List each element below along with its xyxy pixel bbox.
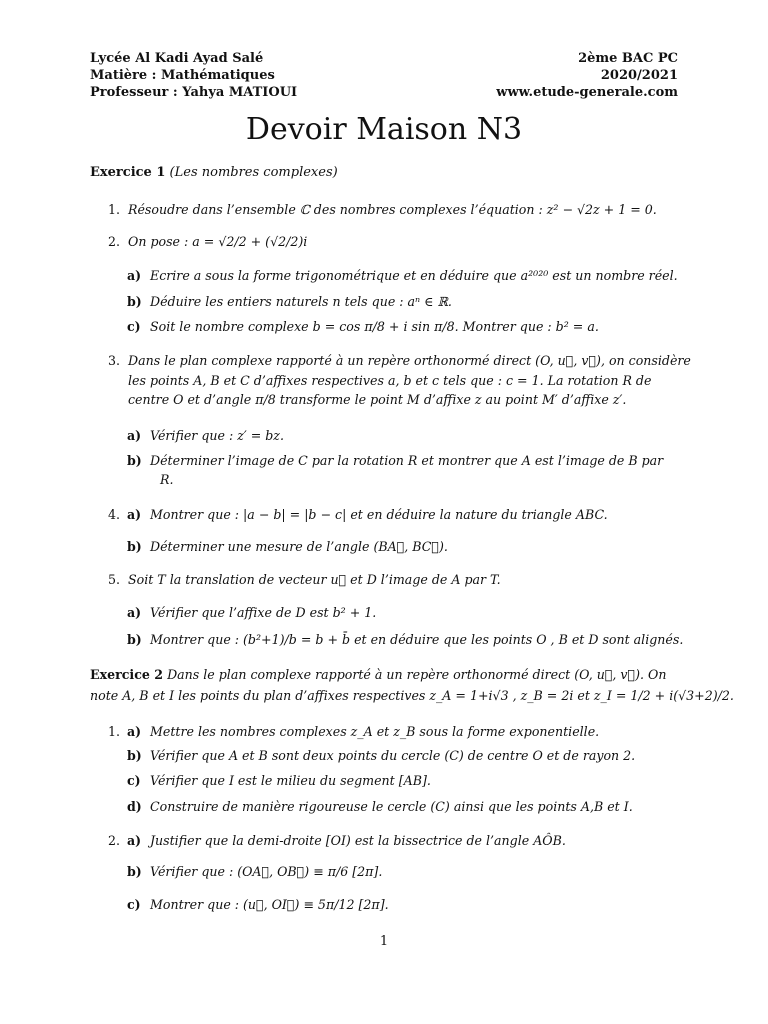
ex2-q2c-label: c) <box>127 897 141 912</box>
header-right <box>496 50 678 101</box>
ex1-q3b-line1: Déterminer l’image de C par la rotation R et montrer que A est l’image de B par <box>150 453 664 468</box>
ex1-q2c: Soit le nombre complexe b = cos π/8 + i sin π/8. Montrer que : b² = a. <box>150 319 599 334</box>
website: www.etude-generale.com <box>496 85 678 100</box>
q3b-label: b) <box>127 453 142 468</box>
ex2-q2b-label: b) <box>127 864 142 879</box>
ex2-q1b-label: b) <box>127 748 142 763</box>
ex2-q1c: Vérifier que I est le milieu du segment [AB]. <box>150 773 431 788</box>
ex1-q3-line1: Dans le plan complexe rapporté à un repère orthonormé direct (O, u⃗, v⃗), on considère <box>128 353 691 368</box>
q5b-label: b) <box>127 632 142 647</box>
ex1-q2: On pose : a = √2/2 + (√2/2)i <box>128 234 308 249</box>
q2b-label: b) <box>127 294 142 309</box>
ex1-q3-line2: les points A, B et C d’affixes respectives a, b et c tels que : c = 1. La rotation R de <box>128 373 652 388</box>
q4b-label: b) <box>127 539 142 554</box>
exercise-2-label: Exercice 2 <box>90 667 164 682</box>
ex1-q5a: Vérifier que l’affixe de D est b² + 1. <box>150 605 377 620</box>
level: 2ème BAC PC <box>578 51 678 66</box>
q3a-label: a) <box>127 428 142 443</box>
ex1-q4a: Montrer que : |a − b| = |b − c| et en déduire la nature du triangle ABC. <box>150 507 608 522</box>
page-number: 1 <box>379 934 389 949</box>
ex2-q1b: Vérifier que A et B sont deux points du cercle (C) de centre O et de rayon 2. <box>150 748 636 763</box>
ex2-q2-number: 2. <box>108 833 121 848</box>
ex2-q2b: Vérifier que : (OA⃗, OB⃗) ≡ π/6 [2π]. <box>150 864 383 879</box>
ex1-q4b: Déterminer une mesure de l’angle (BA⃗, BC⃗). <box>150 539 448 554</box>
ex1-q2a: Ecrire a sous la forme trigonométrique et en déduire que a²⁰²⁰ est un nombre réel. <box>150 268 678 283</box>
q4a-label: a) <box>127 507 142 522</box>
ex2-q1d-label: d) <box>127 799 142 814</box>
exercise-2-intro-line1 <box>90 667 666 682</box>
ex2-q1-number: 1. <box>108 724 121 739</box>
ex1-q3-line3: centre O et d’angle π/8 transforme le point M d’affixe z au point M′ d’affixe z′. <box>128 392 627 407</box>
ex2-q1c-label: c) <box>127 773 141 788</box>
school-name: Lycée Al Kadi Ayad Salé <box>90 51 264 66</box>
q5-number: 5. <box>108 572 121 587</box>
exercise-2-intro-text: Dans le plan complexe rapporté à un repère orthonormé direct (O, u⃗, v⃗). On <box>167 667 667 682</box>
q3-number: 3. <box>108 353 121 368</box>
exercise-1-title <box>90 165 338 180</box>
teacher: Professeur : Yahya MATIOUI <box>90 85 298 100</box>
subject: Matière : Mathématiques <box>90 68 275 83</box>
ex1-q3b-line2: R. <box>160 472 174 487</box>
ex1-q2b: Déduire les entiers naturels n tels que : aⁿ ∈ ℝ. <box>150 294 452 309</box>
ex1-q3a: Vérifier que : z′ = bz. <box>150 428 284 443</box>
q4-number: 4. <box>108 507 121 522</box>
q5a-label: a) <box>127 605 142 620</box>
header-left <box>90 50 297 101</box>
school-year: 2020/2021 <box>600 68 678 83</box>
ex2-q1a: Mettre les nombres complexes z_A et z_B sous la forme exponentielle. <box>150 724 600 739</box>
ex2-q2a-label: a) <box>127 833 142 848</box>
ex1-q5b: Montrer que : (b²+1)/b = b + b̄ et en déduire que les points O , B et D sont alignés. <box>150 632 684 647</box>
q2c-label: c) <box>127 319 141 334</box>
exercise-1-topic: (Les nombres complexes) <box>169 165 338 180</box>
exercise-1-label: Exercice 1 <box>90 165 166 180</box>
ex2-q1a-label: a) <box>127 724 142 739</box>
exercise-2-intro-line2: note A, B et I les points du plan d’affixes respectives z_A = 1+i√3 , z_B = 2i et z_I = 1/2 + i(√3+2)/2. <box>90 688 734 703</box>
ex2-q1d: Construire de manière rigoureuse le cercle (C) ainsi que les points A,B et I. <box>150 799 633 814</box>
q1-number: 1. <box>108 202 121 217</box>
ex2-q2c: Montrer que : (u⃗, OI⃗) ≡ 5π/12 [2π]. <box>150 897 389 912</box>
ex1-q1: Résoudre dans l’ensemble ℂ des nombres complexes l’équation : z² − √2z + 1 = 0. <box>128 202 657 217</box>
ex2-q2a: Justifier que la demi-droite [OI) est la bissectrice de l’angle AÔB. <box>150 833 566 848</box>
q2-number: 2. <box>108 234 121 249</box>
ex1-q5: Soit T la translation de vecteur u⃗ et D l’image de A par T. <box>128 572 501 587</box>
q2a-label: a) <box>127 268 142 283</box>
page-title: Devoir Maison N3 <box>245 112 523 147</box>
